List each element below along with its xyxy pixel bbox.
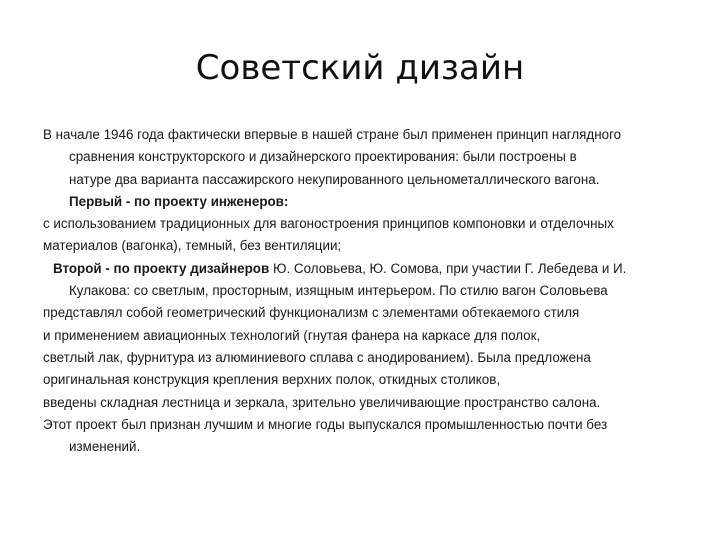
body-line: Этот проект был признан лучшим и многие годы выпускался промышленностью почти без — [43, 416, 608, 432]
body-line: материалов (вагонка), темный, без вентиляции; — [43, 238, 342, 254]
body-line: светлый лак, фурнитура из алюминиевого сплава с анодированием). Была предложена — [43, 349, 591, 365]
body-line: Кулакова: со светлым, просторным, изящным интерьером. По стилю вагон Соловьева — [69, 283, 608, 299]
body-line-bold: Первый - по проекту инженеров: — [69, 193, 289, 209]
body-line: введены складная лестница и зеркала, зрительно увеличивающие пространство салона. — [43, 394, 601, 410]
body-line-mixed — [43, 258, 693, 280]
second-variant-heading: Второй - по проекту дизайнеров — [53, 260, 270, 276]
body-line: натуре два варианта пассажирского некупированного цельнометаллического вагона. — [69, 171, 600, 187]
slide-body — [43, 124, 693, 458]
body-line: оригинальная конструкция крепления верхних полок, откидных столиков, — [43, 372, 501, 388]
body-line: В начале 1946 года фактически впервые в нашей стране был применен принцип наглядного — [43, 127, 622, 142]
body-line: изменений. — [69, 439, 141, 455]
body-line: с использованием традиционных для вагоностроения принципов компоновки и отделочных — [43, 216, 614, 232]
body-line: и применением авиационных технологий (гнутая фанера на каркасе для полок, — [43, 327, 541, 343]
second-variant-authors: Ю. Соловьева, Ю. Сомова, при участии Г. Лебедева и И. — [269, 260, 627, 276]
body-line: представлял собой геометрический функционализм с элементами обтекаемого стиля — [43, 305, 580, 321]
body-line: сравнения конструкторского и дизайнерского проектирования: были построены в — [69, 149, 577, 165]
slide-title: Советский дизайн — [195, 48, 525, 88]
